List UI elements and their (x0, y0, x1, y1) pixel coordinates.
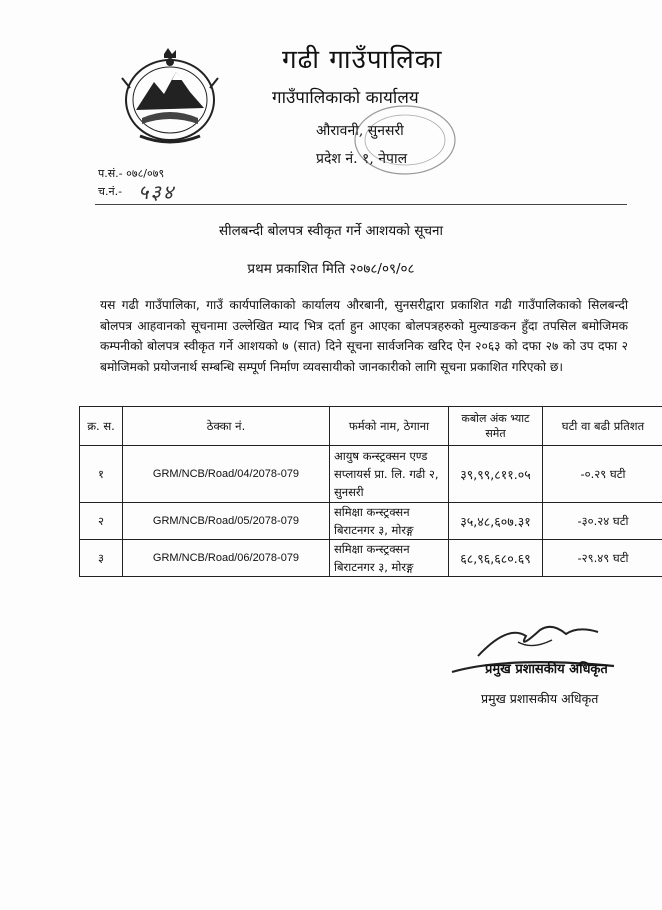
header-firm: फर्मको नाम, ठेगाना (330, 407, 449, 446)
signature-stamp-text: प्रमुख प्रशासकीय अधिकृत (485, 662, 608, 677)
row-percent: -३०.२४ घटी (543, 503, 662, 540)
header-percent: घटी वा बढी प्रतिशत (543, 407, 662, 446)
row-percent: -०.२९ घटी (543, 446, 662, 503)
published-date: प्रथम प्रकाशित मिति २०७८/०९/०८ (247, 261, 415, 277)
row-percent: -२९.४९ घटी (543, 540, 662, 577)
notice-title: सीलबन्दी बोलपत्र स्वीकृत गर्ने आशयको सूचना (218, 223, 444, 239)
row-amount: ३९,९९,८११.०५ (449, 446, 543, 503)
row-firm: समिक्षा कन्स्ट्रक्सन बिराटनगर ३, मोरङ्ग (330, 503, 449, 540)
row-contract: GRM/NCB/Road/06/2078-079 (123, 540, 330, 577)
header-amount: कबोल अंक भ्याट समेत (449, 407, 543, 446)
row-amount: ६८,९६,६८०.६९ (449, 540, 543, 577)
signatory-title: प्रमुख प्रशासकीय अधिकृत (481, 691, 599, 706)
organization-name: गढी गाउँपालिका (282, 45, 443, 75)
nepal-emblem-icon (120, 48, 220, 144)
table-row (80, 503, 662, 540)
row-firm: समिक्षा कन्स्ट्रक्सन बिराटनगर ३, मोरङ्ग (330, 540, 449, 577)
row-firm: आयुष कन्स्ट्रक्सन एण्ड सप्लायर्स प्रा. लि. गढी २, सुनसरी (330, 446, 449, 503)
table-header-row (80, 407, 662, 446)
row-sn: ३ (80, 540, 123, 577)
dispatch-number-handwritten: ५३४ (138, 180, 176, 204)
header-divider (95, 204, 627, 205)
reference-number: प.सं.- ०७८/०७९ (98, 167, 165, 180)
office-name: गाउँपालिकाको कार्यालय (272, 88, 419, 108)
row-sn: १ (80, 446, 123, 503)
office-address: औरावनी, सुनसरी (316, 123, 404, 139)
round-office-stamp (350, 100, 460, 180)
row-contract: GRM/NCB/Road/04/2078-079 (123, 446, 330, 503)
award-table (79, 406, 662, 577)
header-sn: क्र. स. (80, 407, 123, 446)
header-contract: ठेक्का नं. (123, 407, 330, 446)
row-sn: २ (80, 503, 123, 540)
province-line: प्रदेश नं. १, नेपाल (316, 151, 408, 167)
dispatch-label: च.नं.- (98, 185, 123, 198)
table-row (80, 446, 662, 503)
notice-body: यस गढी गाउँपालिका, गाउँ कार्यपालिकाको कार्यालय औरबानी, सुनसरीद्वारा प्रकाशित गढी गाउँपालिकाको सिलबन्दी बोलपत्र आहवानको सूचनामा उल्लेखित म्याद भित्र दर्ता हुन आएका बोलपत्रहरुको मुल्याङकन हुँदा तपसिल बमोजिमक कम्पनीको बोलपत्र स्वीकृत गर्ने आशयको ७ (सात) दिने सूचना सार्वजनिक खरिद ऐन २०६३ को दफा २७ को उप दफा २ बमोजिमको प्रयोजनार्थ सम्बन्धि सम्पूर्ण निर्माण व्यवसायीको जानकारीको लागि सूचना प्रकाशित गरिएको छ। (100, 298, 628, 374)
row-amount: ३५,४८,६०७.३१ (449, 503, 543, 540)
table-row (80, 540, 662, 577)
row-contract: GRM/NCB/Road/05/2078-079 (123, 503, 330, 540)
